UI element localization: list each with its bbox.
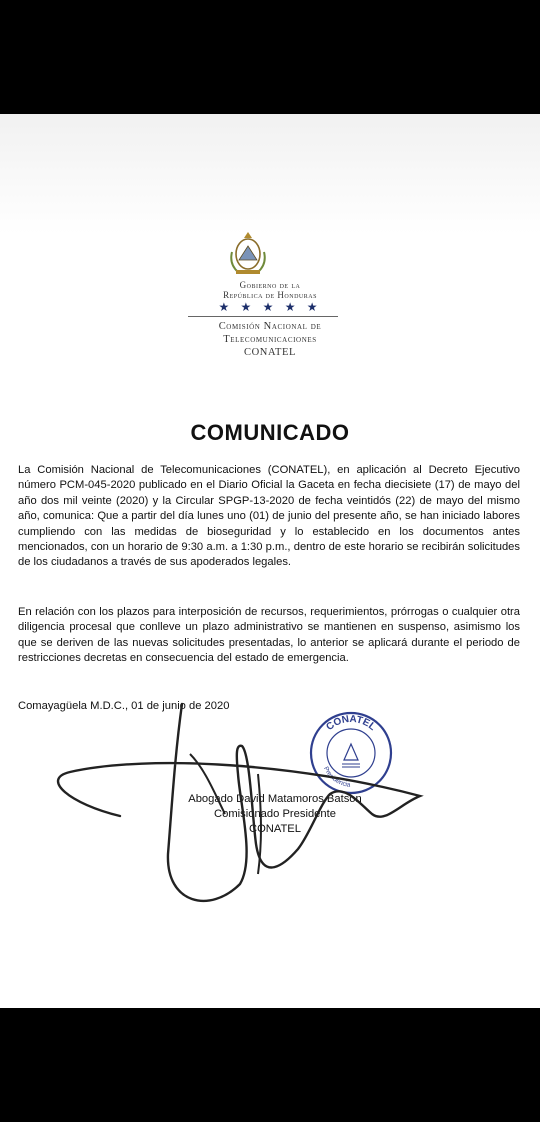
stamp-top-text: CONATEL <box>324 713 378 733</box>
government-name <box>150 280 390 300</box>
signature-block <box>130 792 420 837</box>
official-stamp <box>308 710 394 796</box>
signer-position: Comisionado Presidente <box>214 808 336 820</box>
coat-of-arms-icon <box>226 230 270 278</box>
agency-line-1: Comisión Nacional de <box>218 321 322 332</box>
agency-line-3: CONATEL <box>243 347 297 358</box>
document-page <box>0 114 540 1008</box>
page-shading <box>0 114 540 234</box>
star-row-icon: ★ ★ ★ ★ ★ <box>218 300 322 314</box>
document-title: COMUNICADO <box>190 420 350 445</box>
body-paragraph-1: La Comisión Nacional de Telecomunicaciones (CONATEL), en aplicación al Decreto Ejecutivo número PCM-045-2020 publicado en el Diario Oficial la Gaceta en fecha diecisiete (17) de mayo del año dos mil veinte (2020) y la Circular SPGP-13-2020 de fecha veintidós (22) de mayo del mismo año, comunica: Que a partir del día lunes uno (01) de junio del presente año, se han iniciado labores cumpliendo con las medidas de bioseguridad y lo establecido en los documentos antes mencionados, con un horario de 9:30 a.m. a 1:30 p.m., dentro de este horario se recibirán solicitudes de los ciudadanos a través de sus apoderados legales. <box>18 464 520 569</box>
letterhead-divider <box>188 316 338 317</box>
signer-name: Abogado David Matamoros Batson <box>188 793 362 805</box>
agency-name <box>150 320 390 359</box>
signer-organization: CONATEL <box>248 823 301 835</box>
stamp-side-text: Presidencia <box>321 765 351 789</box>
date-line: Comayagüela M.D.C., 01 de junio de 2020 <box>18 700 230 712</box>
government-line-1: Gobierno de la <box>239 280 301 290</box>
body-paragraph-2: En relación con los plazos para interposición de recursos, requerimientos, prórrogas o cualquier otra diligencia procesal que conlleve un plazo administrativo se mantienen en suspenso, asimismo los que se deriven de las nuevas solicitudes presentadas, lo anterior se aplicará durante el periodo de restricciones decretas en consecuencia del estado de emergencia. <box>18 606 520 665</box>
government-line-2: República de Honduras <box>223 290 317 300</box>
agency-line-2: Telecomunicaciones <box>223 334 317 345</box>
